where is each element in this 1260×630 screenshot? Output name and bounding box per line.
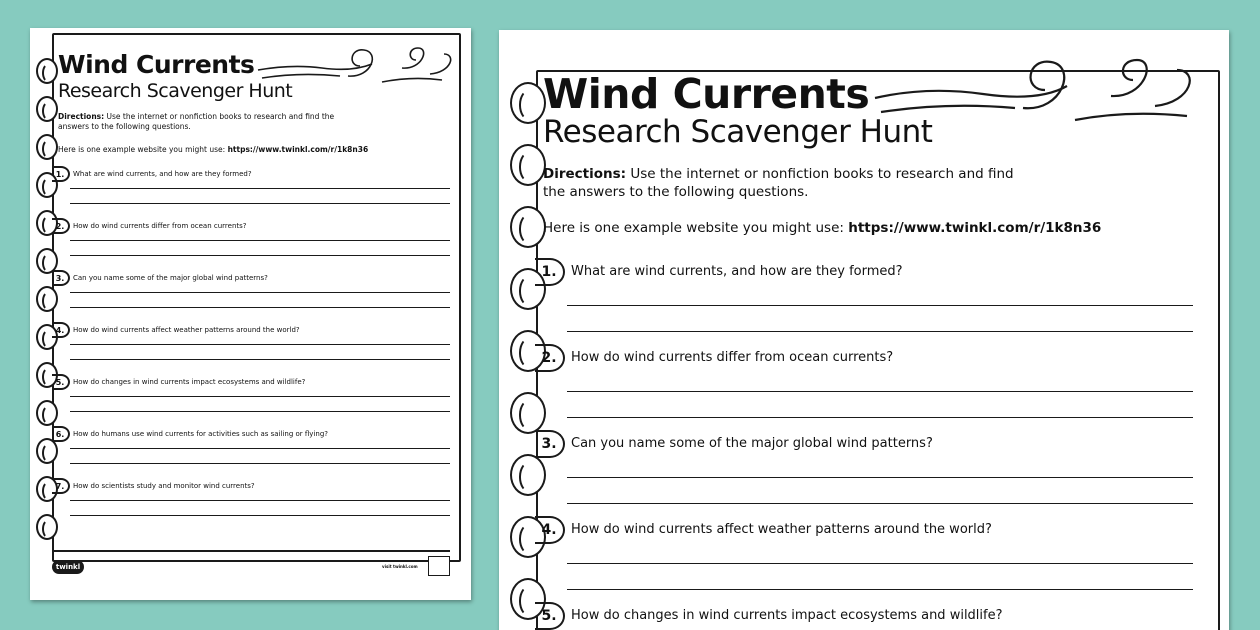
worksheet-thumbnail[interactable] xyxy=(30,28,471,600)
question-text: How do wind currents affect weather patterns around the world? xyxy=(73,326,300,334)
answer-line[interactable] xyxy=(70,344,450,345)
directions-body: Use the internet or nonfiction books to research and find the answers to the following questions. xyxy=(58,112,335,132)
answer-line[interactable] xyxy=(567,391,1193,392)
worksheet-title: Wind Currents xyxy=(58,50,255,79)
answer-line[interactable] xyxy=(70,359,450,360)
wind-swirl-icon xyxy=(867,50,1207,150)
wind-swirl-icon xyxy=(252,42,462,102)
answer-line[interactable] xyxy=(70,255,450,256)
binder-ring xyxy=(510,144,546,186)
binder-ring xyxy=(510,392,546,434)
website-text xyxy=(543,219,1203,237)
question-text: How do wind currents affect weather patterns around the world? xyxy=(571,522,992,537)
question-number: 5. xyxy=(535,602,565,630)
question-number: 1. xyxy=(52,166,70,182)
question-text: How do wind currents differ from ocean currents? xyxy=(73,222,247,230)
directions-body: Use the internet or nonfiction books to research and find the answers to the following questions. xyxy=(543,166,1014,201)
question-number: 3. xyxy=(535,430,565,458)
binder-ring xyxy=(36,400,58,426)
answer-line[interactable] xyxy=(70,188,450,189)
website-link[interactable]: https://www.twinkl.com/r/1k8n36 xyxy=(848,220,1102,236)
binder-ring xyxy=(36,58,58,84)
question-text: Can you name some of the major global wind patterns? xyxy=(73,274,268,282)
answer-line[interactable] xyxy=(70,240,450,241)
answer-line[interactable] xyxy=(70,203,450,204)
worksheet-title: Wind Currents xyxy=(543,70,870,118)
website-link[interactable]: https://www.twinkl.com/r/1k8n36 xyxy=(227,145,369,154)
footer-badge-icon xyxy=(428,556,450,576)
binder-ring xyxy=(510,454,546,496)
answer-line[interactable] xyxy=(567,477,1193,478)
binder-ring xyxy=(510,82,546,124)
question-text: How do humans use wind currents for activities such as sailing or flying? xyxy=(73,430,328,438)
answer-line[interactable] xyxy=(70,463,450,464)
directions-text xyxy=(58,112,358,132)
question-number: 3. xyxy=(52,270,70,286)
question-number: 1. xyxy=(535,258,565,286)
binder-ring xyxy=(36,134,58,160)
website-label: Here is one example website you might use: xyxy=(58,145,228,154)
question-text: Can you name some of the major global wind patterns? xyxy=(571,436,933,451)
question-text: How do wind currents differ from ocean currents? xyxy=(571,350,894,365)
worksheet-preview[interactable] xyxy=(499,30,1229,630)
answer-line[interactable] xyxy=(567,305,1193,306)
answer-line[interactable] xyxy=(567,503,1193,504)
answer-line[interactable] xyxy=(70,500,450,501)
question-number: 5. xyxy=(52,374,70,390)
directions-label: Directions: xyxy=(58,112,105,121)
directions-text xyxy=(543,165,1023,201)
footer-url: visit twinkl.com xyxy=(382,564,418,569)
answer-line[interactable] xyxy=(70,307,450,308)
question-text: What are wind currents, and how are they formed? xyxy=(73,170,252,178)
question-text: How do changes in wind currents impact ecosystems and wildlife? xyxy=(571,608,1003,623)
question-number: 2. xyxy=(52,218,70,234)
binder-ring xyxy=(36,96,58,122)
binder-ring xyxy=(36,514,58,540)
website-label: Here is one example website you might use: xyxy=(543,220,849,236)
worksheet-subtitle: Research Scavenger Hunt xyxy=(543,114,933,150)
question-text: What are wind currents, and how are they formed? xyxy=(571,264,903,279)
answer-line[interactable] xyxy=(70,411,450,412)
question-text: How do changes in wind currents impact ecosystems and wildlife? xyxy=(73,378,306,386)
binder-ring xyxy=(36,286,58,312)
answer-line[interactable] xyxy=(567,417,1193,418)
question-number: 2. xyxy=(535,344,565,372)
answer-line[interactable] xyxy=(70,292,450,293)
twinkl-logo: twinkl xyxy=(52,560,84,574)
website-text xyxy=(58,145,458,155)
answer-line[interactable] xyxy=(70,448,450,449)
worksheet-subtitle: Research Scavenger Hunt xyxy=(58,80,293,102)
question-number: 4. xyxy=(535,516,565,544)
question-number: 4. xyxy=(52,322,70,338)
question-number: 6. xyxy=(52,426,70,442)
answer-line[interactable] xyxy=(70,515,450,516)
answer-line[interactable] xyxy=(567,589,1193,590)
footer-divider xyxy=(52,550,450,552)
answer-line[interactable] xyxy=(567,331,1193,332)
directions-label: Directions: xyxy=(543,166,627,182)
answer-line[interactable] xyxy=(70,396,450,397)
binder-ring xyxy=(510,206,546,248)
answer-line[interactable] xyxy=(567,563,1193,564)
question-number: 7. xyxy=(52,478,70,494)
question-text: How do scientists study and monitor wind currents? xyxy=(73,482,255,490)
